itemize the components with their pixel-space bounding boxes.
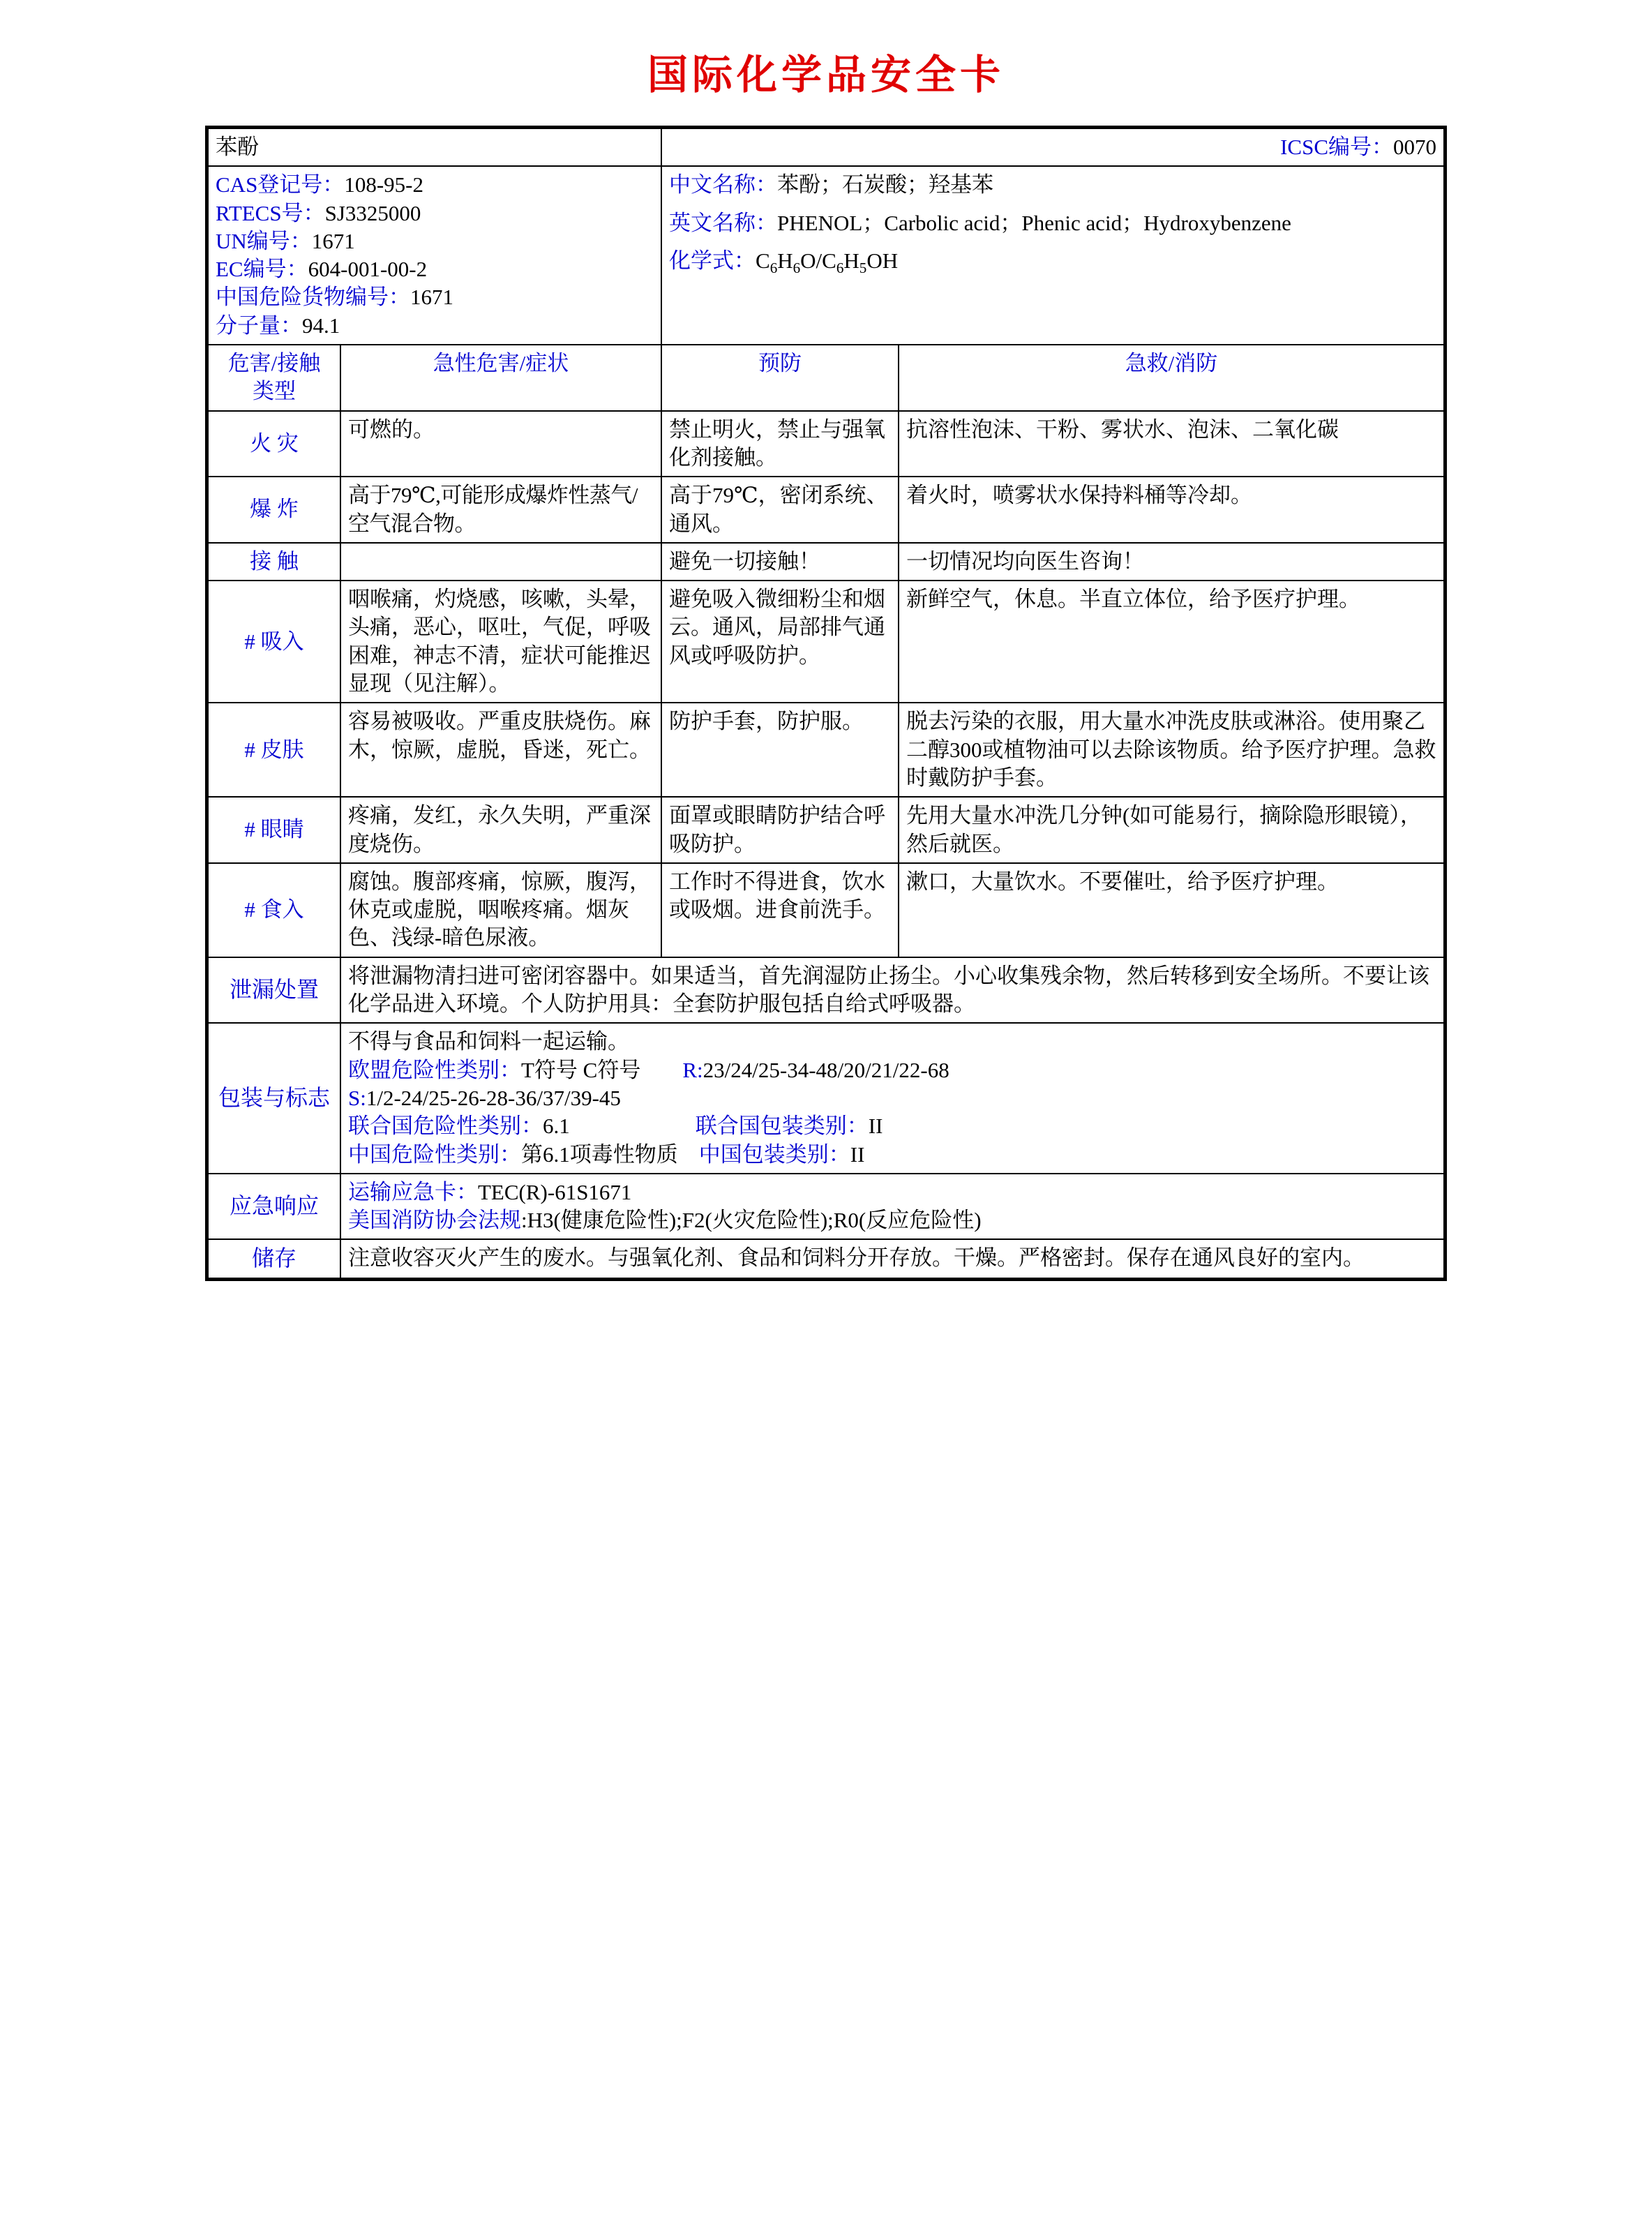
- ec-label: EC编号：: [216, 257, 308, 282]
- cell-explosion-prevention: 高于79℃，密闭系统、通风。: [661, 477, 899, 543]
- cell-inhalation-firstaid: 新鲜空气，休息。半直立体位，给予医疗护理。: [899, 581, 1444, 703]
- formula-label: 化学式：: [669, 248, 756, 273]
- cell-inhalation-symptoms: 咽喉痛，灼烧感，咳嗽，头晕，头痛，恶心，呕吐，气促，呼吸困难，神志不清，症状可能推迟显现（见注解）。: [340, 581, 661, 703]
- s-phrases-value: 1/2-24/25-26-28-36/37/39-45: [366, 1085, 621, 1110]
- tec-value: TEC(R)-61S1671: [478, 1179, 632, 1204]
- cell-ingestion-symptoms: 腐蚀。腹部疼痛，惊厥，腹泻，休克或虚脱，咽喉疼痛。烟灰色、浅绿-暗色尿液。: [340, 863, 661, 957]
- spill-row: [208, 957, 1444, 1024]
- spacer-2: [669, 237, 1436, 247]
- packaging-transport-note: 不得与食品和饲料一起运输。: [348, 1029, 629, 1054]
- cas-value: 108-95-2: [344, 172, 423, 197]
- row-label-inhalation: # 吸入: [208, 581, 340, 703]
- cell-storage-text: 注意收容灭火产生的废水。与强氧化剂、食品和饲料分开存放。干燥。严格密封。保存在通风良好的室内。: [340, 1239, 1444, 1278]
- cell-ingestion-prevention: 工作时不得进食，饮水或吸烟。进食前洗手。: [661, 863, 899, 957]
- rtecs-label: RTECS号：: [216, 200, 325, 225]
- row-label-ingestion: # 食入: [208, 863, 340, 957]
- packaging-row: [208, 1023, 1444, 1173]
- packaging-s-line: [348, 1084, 1436, 1112]
- un-label: UN编号：: [216, 228, 312, 253]
- cas-label: CAS登记号：: [216, 172, 345, 197]
- icsc-table: [207, 128, 1445, 1279]
- cell-spill-text: 将泄漏物清扫进可密闭容器中。如果适当，首先润湿防止扬尘。小心收集残余物，然后转移到安全场所。不要让该化学品进入环境。个人防护用具：全套防护服包括自给式呼吸器。: [340, 957, 1444, 1024]
- cn-goods-label: 中国危险货物编号：: [216, 285, 410, 310]
- spacer: [669, 200, 1436, 209]
- identification-left: [208, 166, 661, 345]
- table-row: [208, 863, 1444, 957]
- cn-class-label: 中国危险性类别：: [348, 1142, 521, 1167]
- substance-name: 苯酚: [208, 128, 661, 166]
- icsc-number-label: ICSC编号：: [1280, 135, 1393, 159]
- cell-packaging: [340, 1023, 1444, 1173]
- table-row: [208, 581, 1444, 703]
- r-phrases-value: 23/24/25-34-48/20/21/22-68: [703, 1057, 949, 1082]
- cell-exposure-symptoms: [340, 543, 661, 581]
- cell-eyes-firstaid: 先用大量水冲洗几分钟(如可能易行，摘除隐形眼镜），然后就医。: [899, 797, 1444, 863]
- table-row: [208, 477, 1444, 543]
- transport-emergency-card-line: [348, 1178, 1436, 1206]
- ec-line: [216, 255, 654, 283]
- cn-pack-value: II: [850, 1142, 865, 1167]
- cell-skin-symptoms: 容易被吸收。严重皮肤烧伤。麻木，惊厥，虚脱，昏迷，死亡。: [340, 703, 661, 797]
- packaging-un-line: [348, 1112, 1436, 1140]
- eu-class-label: 欧盟危险性类别：: [348, 1057, 521, 1082]
- cn-name-value: 苯酚；石炭酸；羟基苯: [777, 172, 993, 197]
- cn-goods-value: 1671: [410, 285, 453, 310]
- un-class-value: 6.1: [543, 1114, 570, 1139]
- cell-explosion-firstaid: 着火时，喷雾状水保持料桶等冷却。: [899, 477, 1444, 543]
- col-hazard-type-line1: 危害/接触: [227, 351, 321, 376]
- cell-fire-prevention: 禁止明火，禁止与强氧化剂接触。: [661, 411, 899, 477]
- rtecs-line: [216, 200, 654, 227]
- cn-dangerous-goods-line: [216, 283, 654, 311]
- table-row: [208, 703, 1444, 797]
- un-pack-value: II: [868, 1114, 883, 1139]
- identification-row: [208, 166, 1444, 345]
- cell-explosion-symptoms: 高于79℃,可能形成爆炸性蒸气/空气混合物。: [340, 477, 661, 543]
- cell-eyes-symptoms: 疼痛，发红，永久失明，严重深度烧伤。: [340, 797, 661, 863]
- cn-pack-label: 中国包装类别：: [698, 1142, 850, 1167]
- column-header-row: [208, 345, 1444, 411]
- nfpa-line: [348, 1206, 1436, 1234]
- table-row: [208, 411, 1444, 477]
- cell-ingestion-firstaid: 漱口，大量饮水。不要催吐，给予医疗护理。: [899, 863, 1444, 957]
- un-class-label: 联合国危险性类别：: [348, 1114, 543, 1139]
- emergency-row: [208, 1174, 1444, 1240]
- nfpa-label: 美国消防协会法规: [348, 1208, 521, 1233]
- cell-skin-firstaid: 脱去污染的衣服，用大量水冲洗皮肤或淋浴。使用聚乙二醇300或植物油可以去除该物质。给予医疗护理。急救时戴防护手套。: [899, 703, 1444, 797]
- page-title: 国际化学品安全卡: [647, 52, 1005, 98]
- ec-value: 604-001-00-2: [308, 257, 428, 282]
- formula-value: $C_6H_6O/C_6H_5OH$: [756, 248, 899, 277]
- icsc-number-value: 0070: [1393, 135, 1436, 159]
- col-symptoms: 急性危害/症状: [340, 345, 661, 411]
- identification-right: [661, 166, 1444, 345]
- table-row: [208, 797, 1444, 863]
- en-name-label: 英文名称：: [669, 210, 777, 235]
- row-label-spill: 泄漏处置: [208, 957, 340, 1024]
- cell-emergency: [340, 1174, 1444, 1240]
- cell-skin-prevention: 防护手套，防护服。: [661, 703, 899, 797]
- un-pack-label: 联合国包装类别：: [695, 1114, 869, 1139]
- s-phrases-label: S:: [348, 1085, 366, 1110]
- col-firstaid: 急救/消防: [899, 345, 1444, 411]
- row-label-exposure: 接 触: [208, 543, 340, 581]
- mw-label: 分子量：: [216, 313, 302, 338]
- tec-label: 运输应急卡：: [348, 1179, 478, 1204]
- col-hazard-type: [208, 345, 340, 411]
- icsc-number-cell: [661, 128, 1444, 166]
- cn-name-line: [669, 171, 1436, 199]
- cell-exposure-firstaid: 一切情况均向医生咨询！: [899, 543, 1444, 581]
- row-label-packaging: 包装与标志: [208, 1023, 340, 1173]
- col-prevention: 预防: [661, 345, 899, 411]
- row-label-storage: 储存: [208, 1239, 340, 1278]
- row-label-emergency: 应急响应: [208, 1174, 340, 1240]
- row-label-fire: 火 灾: [208, 411, 340, 477]
- cell-inhalation-prevention: 避免吸入微细粉尘和烟云。通风，局部排气通风或呼吸防护。: [661, 581, 899, 703]
- row-label-skin: # 皮肤: [208, 703, 340, 797]
- cell-eyes-prevention: 面罩或眼睛防护结合呼吸防护。: [661, 797, 899, 863]
- formula-line: [669, 247, 1436, 278]
- col-hazard-type-line2: 类型: [253, 379, 296, 404]
- cn-name-label: 中文名称：: [669, 172, 777, 197]
- cell-fire-symptoms: 可燃的。: [340, 411, 661, 477]
- molecular-weight-line: [216, 312, 654, 340]
- cell-exposure-prevention: 避免一切接触！: [661, 543, 899, 581]
- r-phrases-label: R:: [682, 1057, 703, 1082]
- row-label-explosion: 爆 炸: [208, 477, 340, 543]
- mw-value: 94.1: [302, 313, 340, 338]
- packaging-cn-line: [348, 1141, 1436, 1169]
- cell-fire-firstaid: 抗溶性泡沫、干粉、雾状水、泡沫、二氧化碳: [899, 411, 1444, 477]
- un-value: 1671: [311, 228, 355, 253]
- table-row: [208, 543, 1444, 581]
- en-name-value: PHENOL；Carbolic acid；Phenic acid；Hydroxybenzene: [777, 210, 1291, 235]
- card-header-row: [208, 128, 1444, 166]
- un-line: [216, 227, 654, 255]
- nfpa-value: :H3(健康危险性);F2(火灾危险性);R0(反应危险性): [521, 1208, 982, 1233]
- row-label-eyes: # 眼睛: [208, 797, 340, 863]
- icsc-card: [205, 126, 1447, 1281]
- storage-row: [208, 1239, 1444, 1278]
- packaging-eu-line: [348, 1056, 1436, 1084]
- eu-class-value: T符号 C符号: [521, 1057, 641, 1082]
- en-name-line: [669, 209, 1436, 237]
- rtecs-value: SJ3325000: [324, 200, 421, 225]
- cas-line: [216, 171, 654, 199]
- cn-class-value: 第6.1项毒性物质: [521, 1142, 678, 1167]
